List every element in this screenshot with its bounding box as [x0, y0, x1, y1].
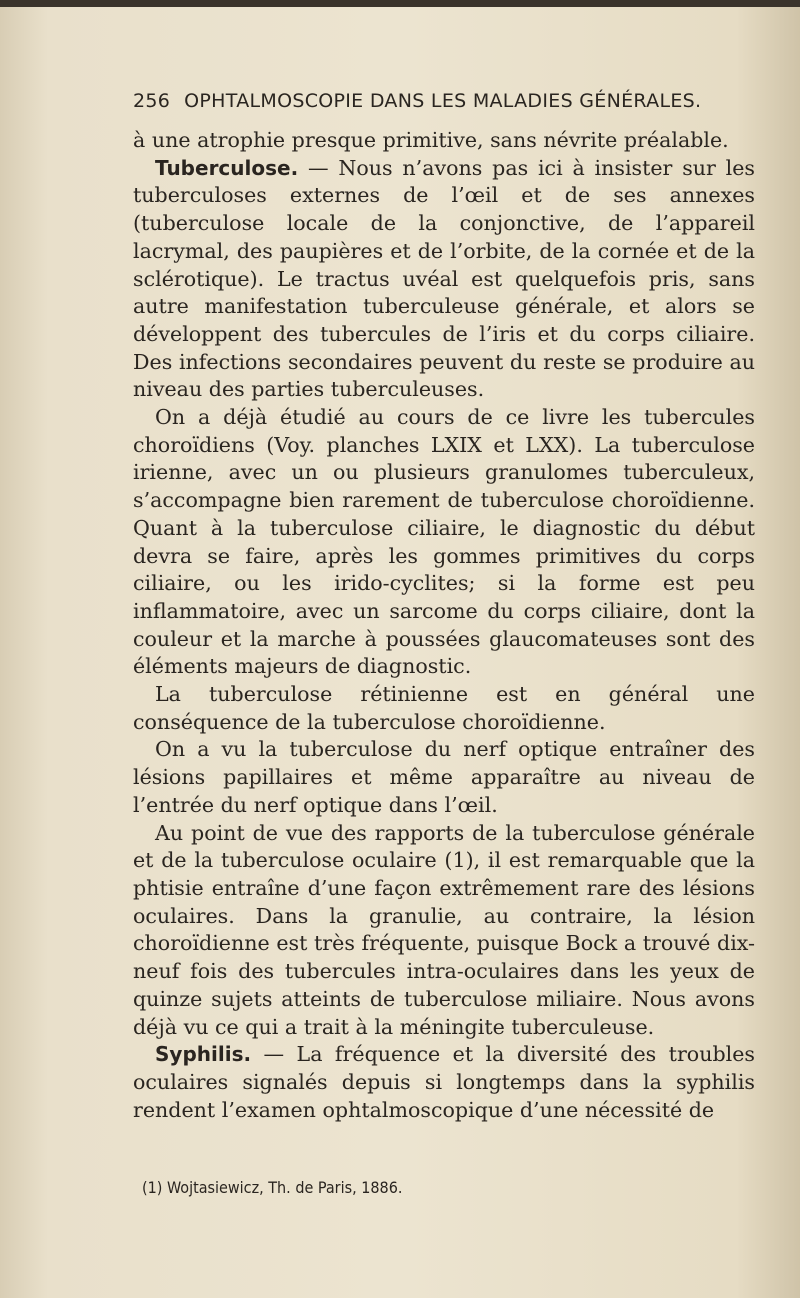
running-title: OPHTALMOSCOPIE DANS LES MALADIES GÉNÉRALES. [184, 90, 702, 112]
footnote: (1) Wojtasiewicz, Th. de Paris, 1886. [142, 1178, 403, 1197]
paragraph-text: à une atrophie presque primitive, sans névrite préalable. [133, 128, 729, 152]
paragraph-retina [133, 681, 755, 736]
page-top-edge [0, 0, 800, 7]
section-heading-tuberculose: Tuberculose. [155, 155, 299, 180]
paragraph-text: — La fréquence et la diversité des troubles oculaires signalés depuis si longtemps dans la syphilis rendent l’examen ophtalmoscopique d’une nécessité de [133, 1042, 755, 1122]
body-text [133, 127, 755, 1124]
paragraph-text: La tuberculose rétinienne est en général une conséquence de la tuberculose choroïdienne. [133, 682, 755, 734]
paragraph-text: Au point de vue des rapports de la tuberculose générale et de la tuberculose oculaire (1), il est remarquable que la phtisie entraîne d’une façon extrêmement rare des lésions oculaires. Dans la granulie, au contraire, la lésion choroïdienne est très fréquente, puisque Bock a trouvé dix-neuf fois des tubercules intra-oculaires dans les yeux de quinze sujets atteints de tuberculose miliaire. Nous avons déjà vu ce qui a trait à la méningite tuberculeuse. [133, 820, 755, 1039]
paragraph-general [133, 820, 755, 1042]
page-number: 256 [133, 90, 171, 112]
paragraph-continuation [133, 127, 755, 155]
paragraph-text: On a vu la tuberculose du nerf optique entraîner des lésions papillaires et même apparaître au niveau de l’entrée du nerf optique dans l’œil. [133, 737, 755, 817]
paragraph-syphilis [133, 1041, 755, 1124]
paragraph-text: On a déjà étudié au cours de ce livre les tubercules choroïdiens (Voy. planches LXIX et LXX). La tuberculose irienne, avec un ou plusieurs granulomes tuberculeux, s’accompagne bien rarement de tuberculose choroïdienne. Quant à la tuberculose ciliaire, le diagnostic du début devra se faire, après les gommes primitives du corps ciliaire, ou les irido-cyclites; si la forme est peu inflammatoire, avec un sarcome du corps ciliaire, dont la couleur et la marche à poussées glaucomateuses sont des éléments majeurs de diagnostic. [133, 405, 755, 679]
section-heading-syphilis: Syphilis. [155, 1042, 252, 1067]
running-header [133, 90, 733, 112]
paragraph-choroid [133, 404, 755, 681]
paragraph-optic-nerve [133, 736, 755, 819]
paragraph-text: — Nous n’avons pas ici à insister sur les tuberculoses externes de l’œil et de ses annexes (tuberculose locale de la conjonctive, de l’appareil lacrymal, des paupières et de l’orbite, de la cornée et de la sclérotique). Le tractus uvéal est quelquefois pris, sans autre manifestation tuberculeuse générale, et alors se développent des tubercules de l’iris et du corps ciliaire. Des infections secondaires peuvent du reste se produire au niveau des parties tuberculeuses. [133, 155, 755, 402]
paragraph-tuberculose [133, 155, 755, 404]
